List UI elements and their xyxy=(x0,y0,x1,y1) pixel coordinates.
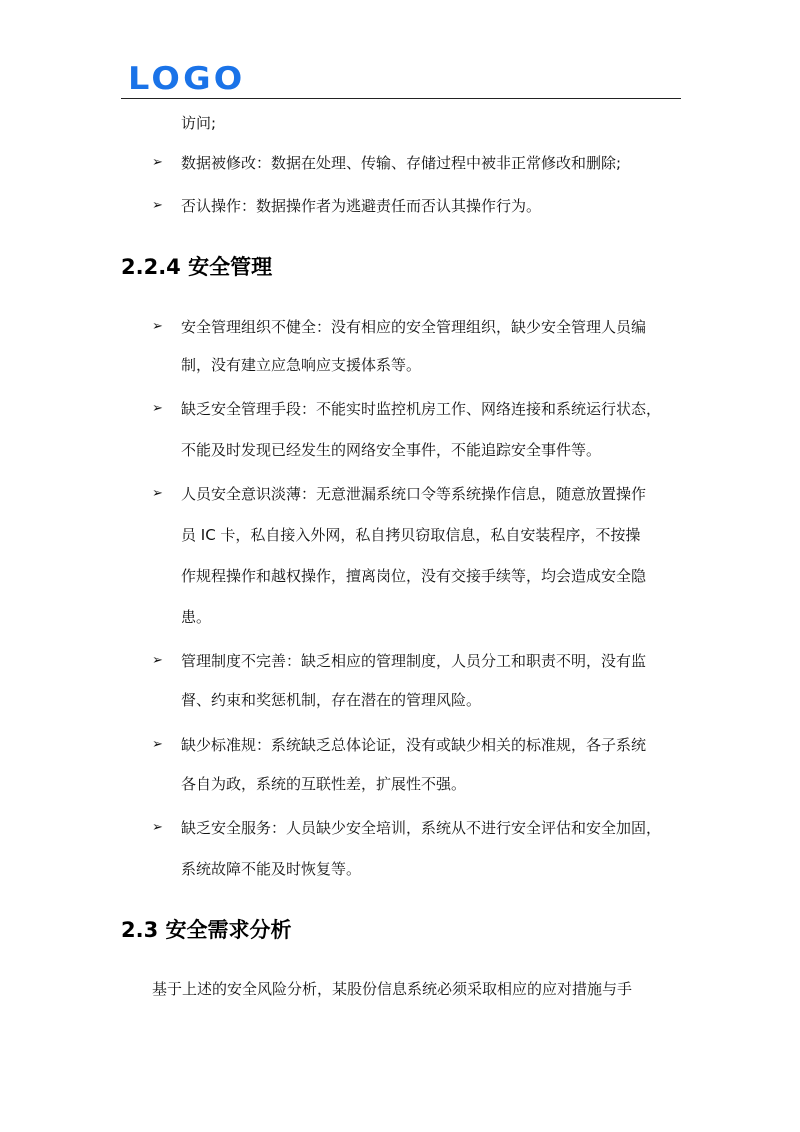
list-item: 缺乏安全服务：人员缺少安全培训，系统从不进行安全评估和安全加固， xyxy=(181,819,662,837)
list-item: 缺乏安全管理手段：不能实时监控机房工作、网络连接和系统运行状态， xyxy=(181,400,662,418)
bullet-arrow-icon: ➢ xyxy=(152,319,163,334)
list-item: 安全管理组织不健全：没有相应的安全管理组织，缺少安全管理人员编 xyxy=(181,318,647,336)
list-item-continuation: 制，没有建立应急响应支援体系等。 xyxy=(181,356,422,374)
continued-text: 访问; xyxy=(181,114,217,132)
list-item-continuation: 作规程操作和越权操作，擅离岗位，没有交接手续等，均会造成安全隐 xyxy=(181,567,647,585)
list-item-continuation: 员 IC 卡，私自接入外网，私自拷贝窃取信息，私自安装程序，不按操 xyxy=(181,526,641,544)
list-item: 数据被修改：数据在处理、传输、存储过程中被非正常修改和删除; xyxy=(181,154,622,172)
list-item: 管理制度不完善：缺乏相应的管理制度，人员分工和职责不明，没有监 xyxy=(181,652,647,670)
section-heading: 2.2.4 安全管理 xyxy=(121,255,273,279)
bullet-arrow-icon: ➢ xyxy=(152,820,163,835)
bullet-arrow-icon: ➢ xyxy=(152,653,163,668)
logo: LOGO xyxy=(128,61,246,97)
list-item-continuation: 不能及时发现已经发生的网络安全事件，不能追踪安全事件等。 xyxy=(181,441,602,459)
list-item: 人员安全意识淡薄：无意泄漏系统口令等系统操作信息，随意放置操作 xyxy=(181,485,647,503)
list-item: 否认操作：数据操作者为逃避责任而否认其操作行为。 xyxy=(181,197,542,215)
bullet-arrow-icon: ➢ xyxy=(152,401,163,416)
body-paragraph: 基于上述的安全风险分析，某股份信息系统必须采取相应的应对措施与手 xyxy=(152,980,633,998)
list-item-continuation: 患。 xyxy=(181,608,212,626)
bullet-arrow-icon: ➢ xyxy=(152,737,163,752)
list-item: 缺少标准规：系统缺乏总体论证，没有或缺少相关的标准规，各子系统 xyxy=(181,736,647,754)
list-item-continuation: 系统故障不能及时恢复等。 xyxy=(181,860,362,878)
section-heading: 2.3 安全需求分析 xyxy=(121,918,292,942)
list-item-continuation: 督、约束和奖惩机制，存在潜在的管理风险。 xyxy=(181,691,482,709)
header-divider xyxy=(121,98,681,99)
bullet-arrow-icon: ➢ xyxy=(152,486,163,501)
bullet-arrow-icon: ➢ xyxy=(152,155,163,170)
list-item-continuation: 各自为政，系统的互联性差，扩展性不强。 xyxy=(181,775,467,793)
bullet-arrow-icon: ➢ xyxy=(152,198,163,213)
